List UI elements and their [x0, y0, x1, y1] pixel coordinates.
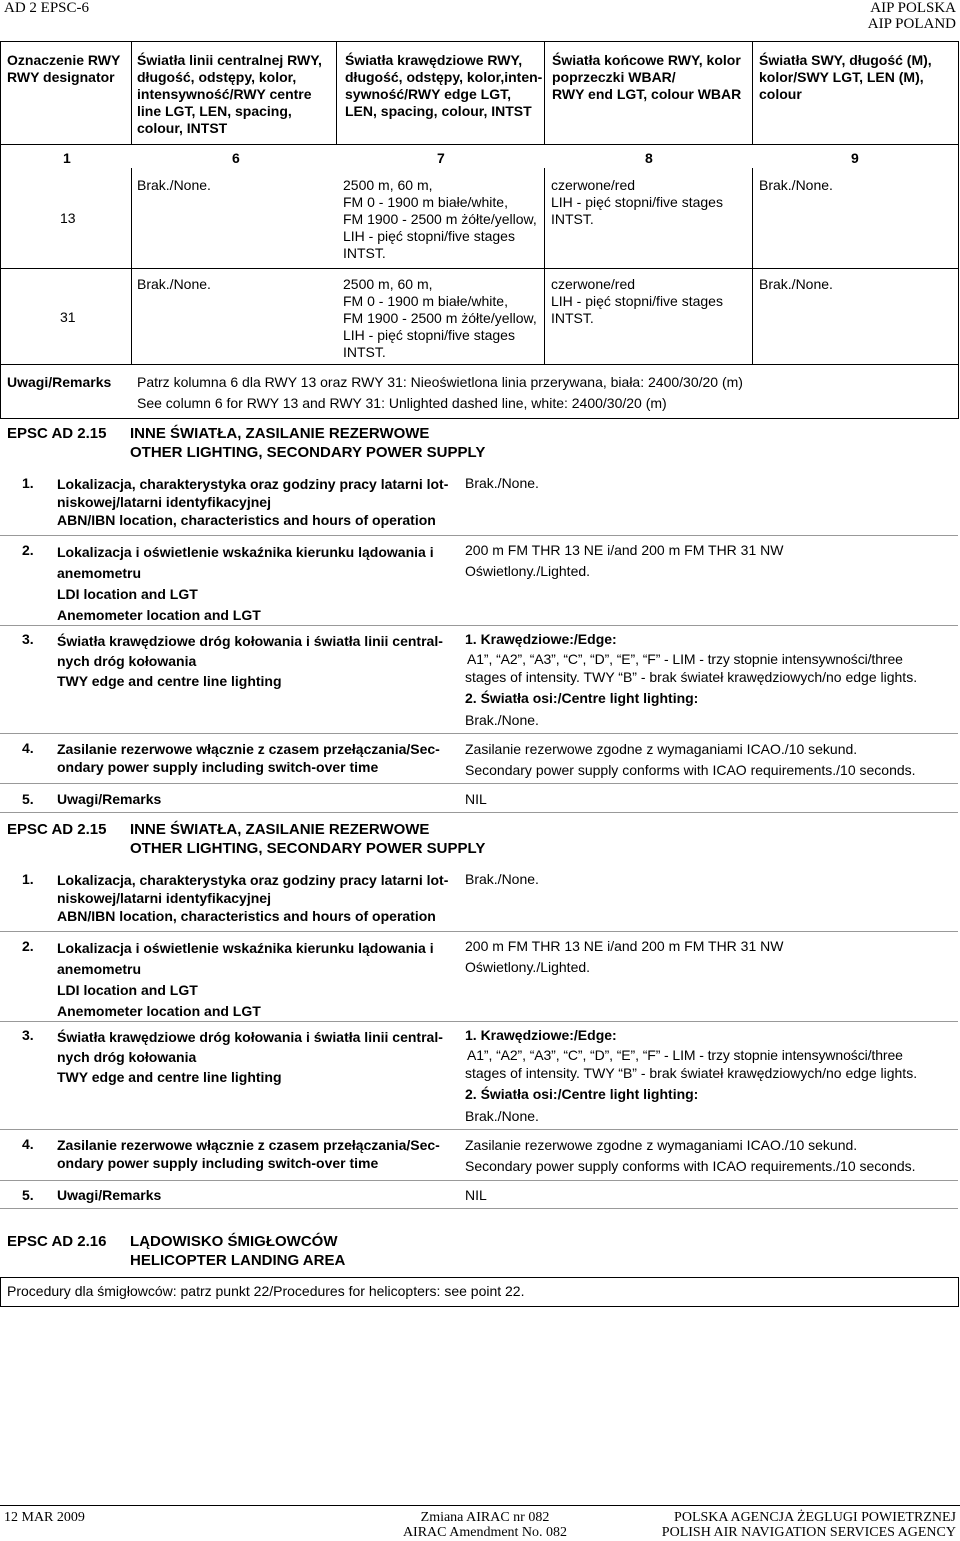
- item-number: 3.: [22, 631, 34, 647]
- item-divider: [0, 1021, 958, 1022]
- item-value: Brak./None.: [465, 475, 539, 491]
- helicopter-procedures-text: Procedury dla śmigłowców: patrz punkt 22/Procedures for helicopters: see point 22.: [7, 1283, 525, 1299]
- item-label: Zasilanie rezerwowe włącznie z czasem przełączania/Sec- ondary power supply including switch-over time: [57, 741, 440, 775]
- remarks-label: Uwagi/Remarks: [7, 374, 112, 390]
- item-number: 1.: [22, 475, 34, 491]
- centre-line-value: Brak./None.: [137, 276, 211, 292]
- col-header-edge: Światła krawędziowe RWY, długość, odstępy, kolor,inten- sywność/RWY edge LGT, LEN, spacing, colour, INTST: [345, 52, 543, 119]
- item-value-heading: 2. Światła osi:/Centre light lighting:: [465, 690, 699, 706]
- footer-agency-en: POLISH AIR NAVIGATION SERVICES AGENCY: [661, 1525, 956, 1540]
- footer-rule: [0, 1505, 960, 1506]
- end-value: czerwone/red LIH - pięć stopni/five stages INTST.: [551, 276, 723, 326]
- col-header-end: Światła końcowe RWY, kolor poprzeczki WBAR/ RWY end LGT, colour WBAR: [552, 52, 742, 102]
- item-value-heading: 1. Krawędziowe:/Edge:: [465, 631, 617, 647]
- section-title-pl: LĄDOWISKO ŚMIGŁOWCÓW: [130, 1233, 338, 1250]
- table-top-border: [0, 41, 959, 42]
- section-title-pl: INNE ŚWIATŁA, ZASILANIE REZERWOWE: [130, 821, 430, 838]
- item-value: Zasilanie rezerwowe zgodne z wymaganiami ICAO./10 sekund. Secondary power supply conforms with ICAO requirements./10 seconds.: [465, 741, 916, 778]
- remarks-text-en: See column 6 for RWY 13 and RWY 31: Unlighted dashed line, white: 2400/30/20 (m): [137, 395, 667, 411]
- swy-value: Brak./None.: [759, 177, 833, 193]
- item-value: Brak./None.: [465, 871, 539, 887]
- col-number: 7: [437, 150, 445, 166]
- item-label: Lokalizacja, charakterystyka oraz godziny pracy latarni lot- niskowej/latarni identyfikacyjnej ABN/IBN location, characteristics and hours of operation: [57, 872, 449, 924]
- page-header-right-1: AIP POLSKA: [870, 0, 956, 16]
- col-header-centre-line: Światła linii centralnej RWY, długość, odstępy, kolor, intensywność/RWY centre line LGT, LEN, spacing, colour, INTST: [137, 52, 322, 136]
- item-number: 5.: [22, 791, 34, 807]
- item-label: Uwagi/Remarks: [57, 791, 162, 807]
- remarks-text-pl: Patrz kolumna 6 dla RWY 13 oraz RWY 31: Nieoświetlona linia przerywana, biała: 2400/30/20 (m): [137, 374, 743, 390]
- item-label: Lokalizacja i oświetlenie wskaźnika kierunku lądowania i anemometru LDI location and LGT Anemometer location and LGT: [57, 544, 434, 623]
- section-title-en: HELICOPTER LANDING AREA: [130, 1252, 346, 1269]
- footer-amendment-pl: Zmiana AIRAC nr 082: [420, 1510, 550, 1525]
- table-bottom-border: [0, 418, 959, 419]
- item-divider: [0, 733, 958, 734]
- item-value-text: Brak./None.: [465, 1108, 539, 1124]
- item-value-text: stages of intensity. TWY “B” - brak świateł krawędziowych/no edge lights.: [465, 1065, 918, 1081]
- item-value-text: stages of intensity. TWY “B” - brak świateł krawędziowych/no edge lights.: [465, 669, 918, 685]
- section-title-pl: INNE ŚWIATŁA, ZASILANIE REZERWOWE: [130, 425, 430, 442]
- item-number: 4.: [22, 740, 34, 756]
- item-value-heading: 2. Światła osi:/Centre light lighting:: [465, 1086, 699, 1102]
- item-label: Lokalizacja, charakterystyka oraz godziny pracy latarni lot- niskowej/latarni identyfikacyjnej ABN/IBN location, characteristics and hours of operation: [57, 476, 449, 528]
- footer-date: 12 MAR 2009: [4, 1510, 85, 1525]
- item-number: 4.: [22, 1136, 34, 1152]
- edge-value: 2500 m, 60 m, FM 0 - 1900 m białe/white, FM 1900 - 2500 m żółte/yellow, LIH - pięć stopni/five stages INTST.: [343, 177, 537, 261]
- section-title-en: OTHER LIGHTING, SECONDARY POWER SUPPLY: [130, 840, 486, 857]
- table-col-divider: [0, 41, 1, 419]
- edge-value: 2500 m, 60 m, FM 0 - 1900 m białe/white, FM 1900 - 2500 m żółte/yellow, LIH - pięć stopni/five stages INTST.: [343, 276, 537, 360]
- item-label: Światła krawędziowe dróg kołowania i światła linii central- nych dróg kołowania TWY edge and centre line lighting: [57, 1029, 443, 1085]
- item-number: 1.: [22, 871, 34, 887]
- page-header-left: AD 2 EPSC-6: [4, 0, 90, 16]
- item-label: Zasilanie rezerwowe włącznie z czasem przełączania/Sec- ondary power supply including switch-over time: [57, 1137, 440, 1171]
- item-divider: [0, 812, 958, 813]
- table-col-divider: [544, 41, 545, 144]
- section-code: EPSC AD 2.16: [7, 1233, 107, 1250]
- item-label: Uwagi/Remarks: [57, 1187, 162, 1203]
- item-value-text: A1”, “A2”, “A3”, “C”, “D”, “E”, “F” - LIM - trzy stopnie intensywności/three: [467, 1047, 903, 1063]
- section-title-en: OTHER LIGHTING, SECONDARY POWER SUPPLY: [130, 444, 486, 461]
- table-row-divider: [0, 268, 959, 269]
- item-number: 2.: [22, 542, 34, 558]
- item-value-text: A1”, “A2”, “A3”, “C”, “D”, “E”, “F” - LIM - trzy stopnie intensywności/three: [467, 651, 903, 667]
- page-header-right-2: AIP POLAND: [867, 16, 956, 32]
- rwy-designator: 13: [60, 210, 76, 226]
- item-number: 3.: [22, 1027, 34, 1043]
- table-col-divider: [752, 168, 753, 364]
- item-divider: [0, 1180, 958, 1181]
- centre-line-value: Brak./None.: [137, 177, 211, 193]
- item-value: NIL: [465, 1187, 487, 1203]
- end-value: czerwone/red LIH - pięć stopni/five stages INTST.: [551, 177, 723, 227]
- item-number: 5.: [22, 1187, 34, 1203]
- item-number: 2.: [22, 938, 34, 954]
- item-value: Zasilanie rezerwowe zgodne z wymaganiami ICAO./10 sekund. Secondary power supply conforms with ICAO requirements./10 seconds.: [465, 1137, 916, 1174]
- col-header-swy: Światła SWY, długość (M), kolor/SWY LGT, LEN (M), colour: [759, 52, 932, 102]
- col-number: 8: [645, 150, 653, 166]
- table-col-divider: [131, 168, 132, 364]
- item-divider: [0, 625, 958, 626]
- item-value-heading: 1. Krawędziowe:/Edge:: [465, 1027, 617, 1043]
- col-number: 6: [232, 150, 240, 166]
- col-number: 9: [851, 150, 859, 166]
- table-col-divider: [752, 41, 753, 144]
- table-row-divider: [0, 364, 959, 365]
- item-label: Światła krawędziowe dróg kołowania i światła linii central- nych dróg kołowania TWY edge and centre line lighting: [57, 633, 443, 689]
- item-divider: [0, 535, 958, 536]
- item-value-text: Brak./None.: [465, 712, 539, 728]
- table-col-divider: [336, 41, 337, 144]
- item-value: 200 m FM THR 13 NE i/and 200 m FM THR 31 NW Oświetlony./Lighted.: [465, 542, 784, 579]
- section-code: EPSC AD 2.15: [7, 425, 107, 442]
- item-divider: [0, 1208, 958, 1209]
- item-divider: [0, 783, 958, 784]
- item-divider: [0, 931, 958, 932]
- footer-amendment-en: AIRAC Amendment No. 082: [402, 1525, 568, 1540]
- swy-value: Brak./None.: [759, 276, 833, 292]
- table-col-divider: [131, 41, 132, 144]
- col-header-designator: Oznaczenie RWY RWY designator: [7, 52, 121, 85]
- item-label: Lokalizacja i oświetlenie wskaźnika kierunku lądowania i anemometru LDI location and LGT Anemometer location and LGT: [57, 940, 434, 1019]
- item-value: 200 m FM THR 13 NE i/and 200 m FM THR 31 NW Oświetlony./Lighted.: [465, 938, 784, 975]
- rwy-designator: 31: [60, 309, 76, 325]
- footer-agency-pl: POLSKA AGENCJA ŻEGLUGI POWIETRZNEJ: [674, 1510, 956, 1525]
- col-number: 1: [63, 150, 71, 166]
- table-col-divider: [958, 41, 959, 419]
- item-divider: [0, 1129, 958, 1130]
- table-header-bottom-border: [0, 144, 959, 145]
- table-col-divider: [544, 168, 545, 364]
- item-value: NIL: [465, 791, 487, 807]
- section-code: EPSC AD 2.15: [7, 821, 107, 838]
